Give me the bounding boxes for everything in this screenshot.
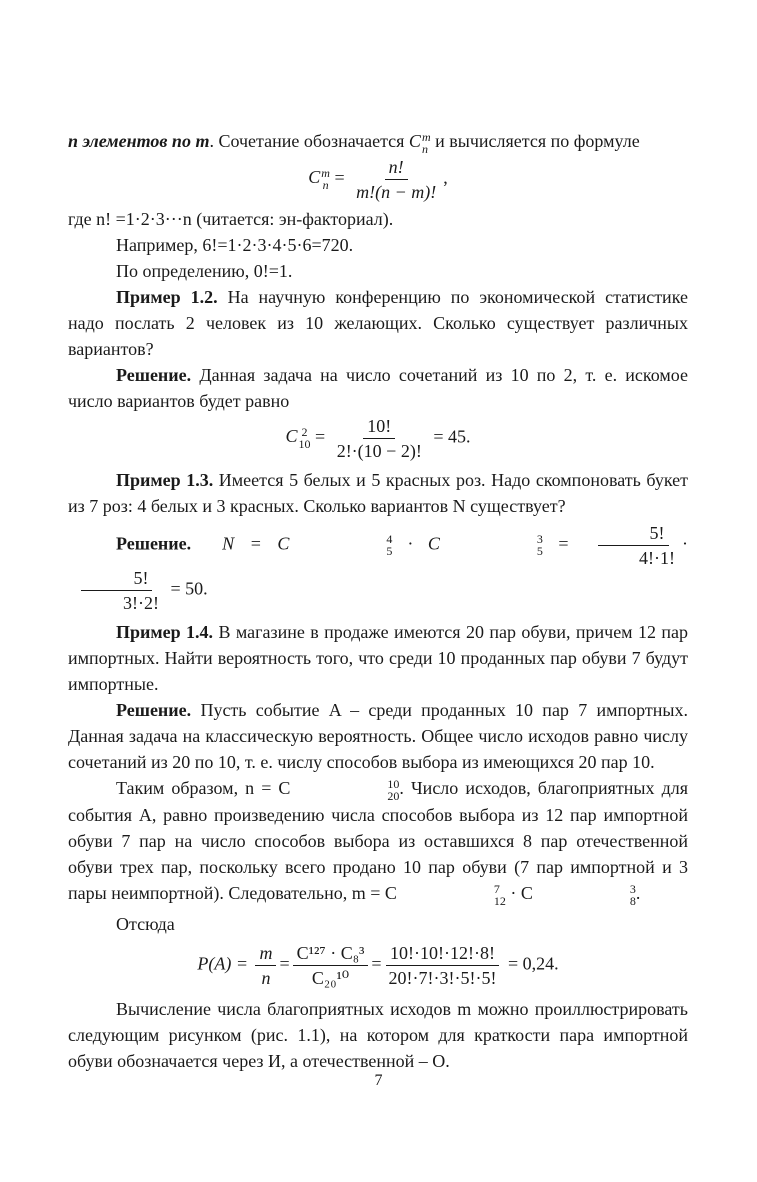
symbol-base: C bbox=[408, 131, 421, 151]
solution-text: Данная задача на число сочетаний из 10 по 2, т. е. искомое число вариантов будет равно bbox=[68, 364, 688, 411]
fraction bbox=[352, 157, 440, 202]
numerator: C¹²⁷ · C₈³ bbox=[293, 943, 369, 966]
numerator: n! bbox=[385, 157, 408, 180]
example-text: Имеется 5 белых и 5 красных роз. Надо скомпоновать букет из 7 роз: 4 белых и 3 красных. Сколько вариантов N существует? bbox=[68, 469, 688, 516]
paragraph-solution-1-3: Решение. N = C 4 5 · C 3 5 = $\frac{5!}{4!\cdot 1!}$ · $\frac{5!}{3!\cdot 2!}$ = 50. bbox=[68, 523, 688, 613]
combination-symbol bbox=[308, 167, 330, 191]
sub: 20 bbox=[387, 788, 400, 803]
example-label: Пример 1.2. bbox=[116, 286, 218, 307]
sub: 5 bbox=[536, 544, 543, 559]
sup: m bbox=[321, 166, 330, 181]
example-label: Пример 1.3. bbox=[116, 469, 214, 490]
paragraph-solution-1-4 bbox=[68, 697, 688, 775]
numerator: 10!·10!·12!·8! bbox=[386, 943, 499, 966]
indices bbox=[397, 883, 506, 907]
formula-combination bbox=[68, 157, 688, 202]
sup: 3 bbox=[536, 532, 543, 547]
denominator: m!(n − m)! bbox=[356, 181, 437, 202]
indices bbox=[289, 533, 392, 557]
paragraph-thus bbox=[68, 775, 688, 907]
indices bbox=[440, 533, 543, 557]
text-span: . Сочетание обозначается bbox=[209, 131, 409, 151]
numerator: m bbox=[255, 943, 276, 966]
paragraph-factorial: где n! =1·2·3···n (читается: эн-факториал). bbox=[68, 208, 394, 229]
example-text: На научную конференцию по экономической статистике надо послать 2 человек из 10 желающих. Сколько существует различных вариантов? bbox=[68, 286, 688, 359]
symbol-base: C bbox=[285, 426, 298, 447]
page-number: 7 bbox=[374, 1072, 383, 1089]
fraction bbox=[587, 523, 679, 568]
solution-text: Пусть событие A – среди проданных 10 пар 7 импортных. Данная задача на классическую вероятность. Общее число исходов равно числу сочетаний из 20 по 10, т. е. числу способов выбора из имеющихся 20 пар 10. bbox=[68, 699, 688, 772]
paragraph-example-1-2 bbox=[68, 284, 688, 362]
indices bbox=[533, 883, 636, 907]
denominator: C₂₀¹⁰ bbox=[311, 967, 350, 988]
combination-symbol bbox=[409, 131, 431, 155]
denominator: 3!·2! bbox=[123, 592, 159, 613]
fraction bbox=[293, 943, 369, 988]
symbol-base: C bbox=[308, 167, 321, 188]
fraction bbox=[255, 943, 276, 988]
result: = 50. bbox=[170, 578, 208, 599]
equals: = bbox=[334, 167, 345, 188]
sup: 4 bbox=[386, 532, 393, 547]
paragraph-example-factorial: Например, 6!=1·2·3·4·5·6=720. bbox=[116, 234, 354, 255]
indices bbox=[321, 167, 330, 191]
denominator: n bbox=[261, 967, 271, 988]
equals: = bbox=[558, 533, 569, 554]
paragraph-example-1-4 bbox=[68, 619, 688, 697]
fraction bbox=[333, 416, 426, 461]
sub: n bbox=[421, 141, 428, 156]
text-span: и вычисляется по формуле bbox=[430, 131, 640, 151]
indices bbox=[422, 131, 431, 155]
sup: m bbox=[421, 129, 431, 144]
sub: 12 bbox=[493, 893, 506, 908]
formula-probability: P(A) = $\frac{m}{n}$ = $\frac{\text{C¹²⁷ · C₈³}}{\text{C₂₀¹⁰}}$ = $\frac{10!\cdot 10!\cdot 12!\cdot 8!}{20!\cdot 7!\cdot 3!\cdot 5!\cdot 5!}$ = 0,24. bbox=[197, 942, 559, 988]
result: = 45. bbox=[433, 426, 471, 447]
example-text: В магазине в продаже имеются 20 пар обуви, причем 12 пар импортных. Найти вероятность того, что среди 10 проданных пар обуви 7 будут импортные. bbox=[68, 621, 688, 694]
term-n-elements: n элементов по m bbox=[68, 131, 210, 151]
sup: 7 bbox=[493, 881, 500, 896]
paragraph-zero-factorial: По определению, 0!=1. bbox=[116, 260, 293, 281]
indices bbox=[299, 426, 311, 450]
denominator: 4!·1! bbox=[639, 547, 675, 568]
indices bbox=[290, 778, 399, 802]
denominator: 2!·(10 − 2)! bbox=[336, 440, 422, 461]
paragraph-example-1-3 bbox=[68, 467, 688, 519]
dot-c: · C bbox=[392, 533, 440, 554]
sub: 10 bbox=[298, 437, 311, 452]
paragraph-combination-def bbox=[68, 128, 688, 155]
solution-label: Решение. bbox=[116, 533, 192, 554]
combination-symbol bbox=[286, 426, 311, 450]
result: = 0,24. bbox=[507, 953, 559, 974]
paragraph-solution-1-2 bbox=[68, 362, 688, 414]
formula-lhs: N = C bbox=[222, 533, 290, 554]
fraction bbox=[385, 943, 501, 988]
punct: , bbox=[443, 167, 448, 188]
paragraph-hence: Отсюда bbox=[116, 913, 175, 934]
paragraph-illustration: Вычисление числа благоприятных исходов m можно проиллюстрировать следующим рисунком (рис. 1.1), на котором для краткости пара импортной обуви обозначается через И, а отечественной – О. bbox=[68, 998, 688, 1071]
text-span: . Число исходов, благоприятных для события A, равно произведению числа способов выбора из 12 пар импортной обуви 7 пар на число способов выбора из оставшихся 8 пар отечественной обуви трех пар, поскольку всего продано 10 пар обуви (7 пар импортной и 3 пары неимпортной). Следовательно, m = C bbox=[68, 777, 688, 903]
numerator: 10! bbox=[363, 416, 395, 439]
solution-label: Решение. bbox=[116, 699, 192, 720]
fraction bbox=[71, 568, 163, 613]
denominator: 20!·7!·3!·5!·5! bbox=[388, 967, 497, 988]
page-body bbox=[68, 128, 688, 1074]
sup: 3 bbox=[629, 881, 636, 896]
text-span: Таким образом, n = C bbox=[116, 777, 291, 798]
text-span: · C bbox=[505, 882, 533, 903]
example-label: Пример 1.4. bbox=[116, 621, 214, 642]
solution-label: Решение. bbox=[116, 364, 192, 385]
punct: . bbox=[635, 882, 641, 903]
sub: 8 bbox=[629, 893, 636, 908]
numerator: 5! bbox=[598, 523, 669, 546]
sup: 2 bbox=[301, 425, 308, 440]
equals: = bbox=[315, 426, 326, 447]
numerator: 5! bbox=[81, 568, 152, 591]
formula-lhs: P(A) = bbox=[197, 953, 248, 974]
sub: n bbox=[322, 178, 329, 193]
sub: 5 bbox=[386, 544, 393, 559]
sup: 10 bbox=[387, 776, 400, 791]
formula-c-10-2 bbox=[68, 416, 688, 461]
